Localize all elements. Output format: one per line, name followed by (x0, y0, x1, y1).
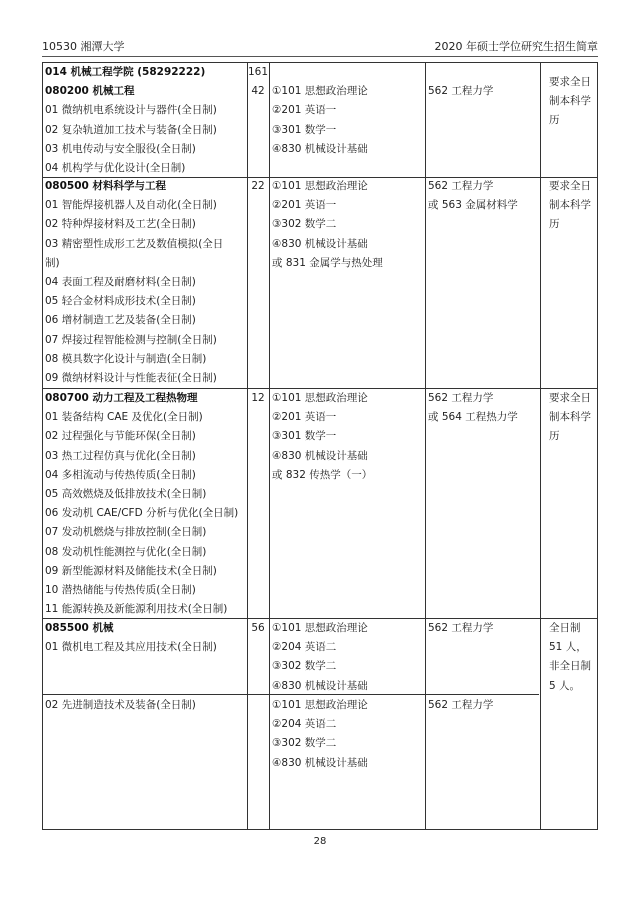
section-exam-subjects (272, 389, 372, 485)
exam-subject: ③302 数学二 (272, 218, 337, 231)
direction-item: 08 模具数字化设计与制造(全日制) (45, 352, 207, 365)
direction-item: 01 装备结构 CAE 及优化(全日制) (45, 411, 203, 424)
section-exam-subjects (272, 696, 368, 773)
exam-subject: ④830 机械设计基础 (272, 142, 368, 155)
direction-item: 07 焊接过程智能检测与控制(全日制) (45, 333, 217, 346)
section-title: 080500 材料科学与工程 (45, 180, 166, 192)
direction-item: 09 微纳材料设计与性能表征(全日制) (45, 371, 217, 384)
exam-subject: ④830 机械设计基础 (272, 449, 368, 462)
section-count: 12 (251, 392, 265, 404)
section-retest-subjects (428, 619, 493, 638)
section-title: 080700 动力工程及工程热物理 (45, 392, 198, 404)
direction-item: 01 微纳机电系统设计与器件(全日制) (45, 104, 217, 117)
exam-subject: ①101 思想政治理论 (272, 85, 368, 98)
direction-item: 04 表面工程及耐磨材料(全日制) (45, 275, 196, 288)
college-name: 014 机械工程学院 (58292222) (45, 66, 206, 78)
section-notes: 要求全日制本科学历 (549, 392, 591, 443)
exam-subject: ②201 英语一 (272, 199, 337, 212)
exam-subject: 或 832 传热学（一） (272, 468, 373, 481)
admissions-table (42, 62, 598, 830)
section-notes: 要求全日制本科学历 (549, 180, 591, 231)
section-retest-subjects (428, 696, 493, 715)
exam-subject: ①101 思想政治理论 (272, 699, 368, 711)
header-divider (42, 56, 598, 57)
exam-subject: ②201 英语一 (272, 411, 337, 424)
retest-subject: 或 563 金属材料学 (428, 199, 518, 212)
retest-subject: 562 工程力学 (428, 180, 494, 192)
exam-subject: ①101 思想政治理论 (272, 392, 368, 404)
section-retest-subjects (428, 177, 518, 215)
direction-item: 01 智能焊接机器人及自动化(全日制) (45, 199, 217, 212)
page-number: 28 (313, 836, 327, 847)
retest-subject: 562 工程力学 (428, 622, 494, 634)
direction-item: 05 轻合金材料成形技术(全日制) (45, 295, 196, 308)
direction-item: 制) (45, 256, 60, 269)
exam-subject: ②201 英语一 (272, 104, 337, 117)
exam-subject: ①101 思想政治理论 (272, 622, 368, 634)
direction-item: 09 新型能源材料及储能技术(全日制) (45, 564, 217, 577)
section-title: 085500 机械 (45, 622, 114, 634)
section-exam-subjects (272, 619, 368, 696)
section-count: 22 (251, 180, 265, 192)
direction-item: 06 增材制造工艺及装备(全日制) (45, 314, 196, 327)
direction-item: 11 能源转换及新能源利用技术(全日制) (45, 603, 228, 616)
retest-subject: 562 工程力学 (428, 699, 494, 711)
retest-subject: 562 工程力学 (428, 85, 494, 98)
document-title: 2020 年硕士学位研究生招生简章 (434, 40, 598, 53)
direction-item: 04 多相流动与传热传质(全日制) (45, 468, 196, 481)
section-080500-directions (45, 177, 245, 388)
exam-subject: ③301 数学一 (272, 430, 337, 443)
section-retest-subjects (428, 82, 493, 101)
direction-item: 02 过程强化与节能环保(全日制) (45, 430, 196, 443)
school-code-name: 10530 湘潭大学 (42, 40, 125, 53)
section-exam-subjects (272, 177, 383, 273)
direction-item: 02 先进制造技术及装备(全日制) (45, 699, 196, 711)
direction-item: 10 潜热储能与传热传质(全日制) (45, 583, 196, 596)
exam-subject: ①101 思想政治理论 (272, 180, 368, 192)
section-notes: 要求全日制本科学历 (549, 76, 591, 127)
college-total: 161 (247, 66, 269, 78)
section-retest-subjects (428, 389, 518, 427)
direction-item: 06 发动机 CAE/CFD 分析与优化(全日制) (45, 507, 239, 520)
section-080200-directions (45, 82, 245, 178)
section-notes: 全日制 51 人，非全日制 5 人。 (549, 622, 591, 692)
direction-item: 08 发动机性能测控与优化(全日制) (45, 545, 207, 558)
section-title: 080200 机械工程 (45, 85, 135, 98)
exam-subject: ②204 英语二 (272, 718, 337, 731)
section-080700-directions (45, 389, 245, 619)
exam-subject: ④830 机械设计基础 (272, 679, 368, 692)
section-count: 42 (251, 85, 265, 98)
exam-subject: ③302 数学二 (272, 737, 337, 750)
section-exam-subjects (272, 82, 368, 159)
exam-subject: 或 831 金属学与热处理 (272, 256, 383, 269)
exam-subject: ④830 机械设计基础 (272, 756, 368, 769)
retest-subject: 或 564 工程热力学 (428, 411, 518, 424)
section-085500-directions (45, 619, 245, 657)
direction-item: 02 复杂轨道加工技术与装备(全日制) (45, 123, 217, 136)
direction-item: 07 发动机燃烧与排放控制(全日制) (45, 526, 207, 539)
exam-subject: ②204 英语二 (272, 641, 337, 654)
direction-item: 02 特种焊接材料及工艺(全日制) (45, 218, 196, 231)
direction-item: 03 热工过程仿真与优化(全日制) (45, 449, 196, 462)
section-count: 56 (251, 622, 265, 634)
exam-subject: ③301 数学一 (272, 123, 337, 136)
direction-item: 03 精密塑性成形工艺及数值模拟(全日 (45, 237, 224, 250)
exam-subject: ④830 机械设计基础 (272, 237, 368, 250)
exam-subject: ③302 数学二 (272, 660, 337, 673)
direction-item: 05 高效燃烧及低排放技术(全日制) (45, 487, 207, 500)
retest-subject: 562 工程力学 (428, 392, 494, 404)
page-header (42, 38, 598, 56)
direction-item: 03 机电传动与安全服役(全日制) (45, 142, 196, 155)
direction-item: 01 微机电工程及其应用技术(全日制) (45, 641, 217, 654)
section-085500-sub-directions (45, 696, 245, 715)
direction-item: 04 机构学与优化设计(全日制) (45, 161, 186, 174)
